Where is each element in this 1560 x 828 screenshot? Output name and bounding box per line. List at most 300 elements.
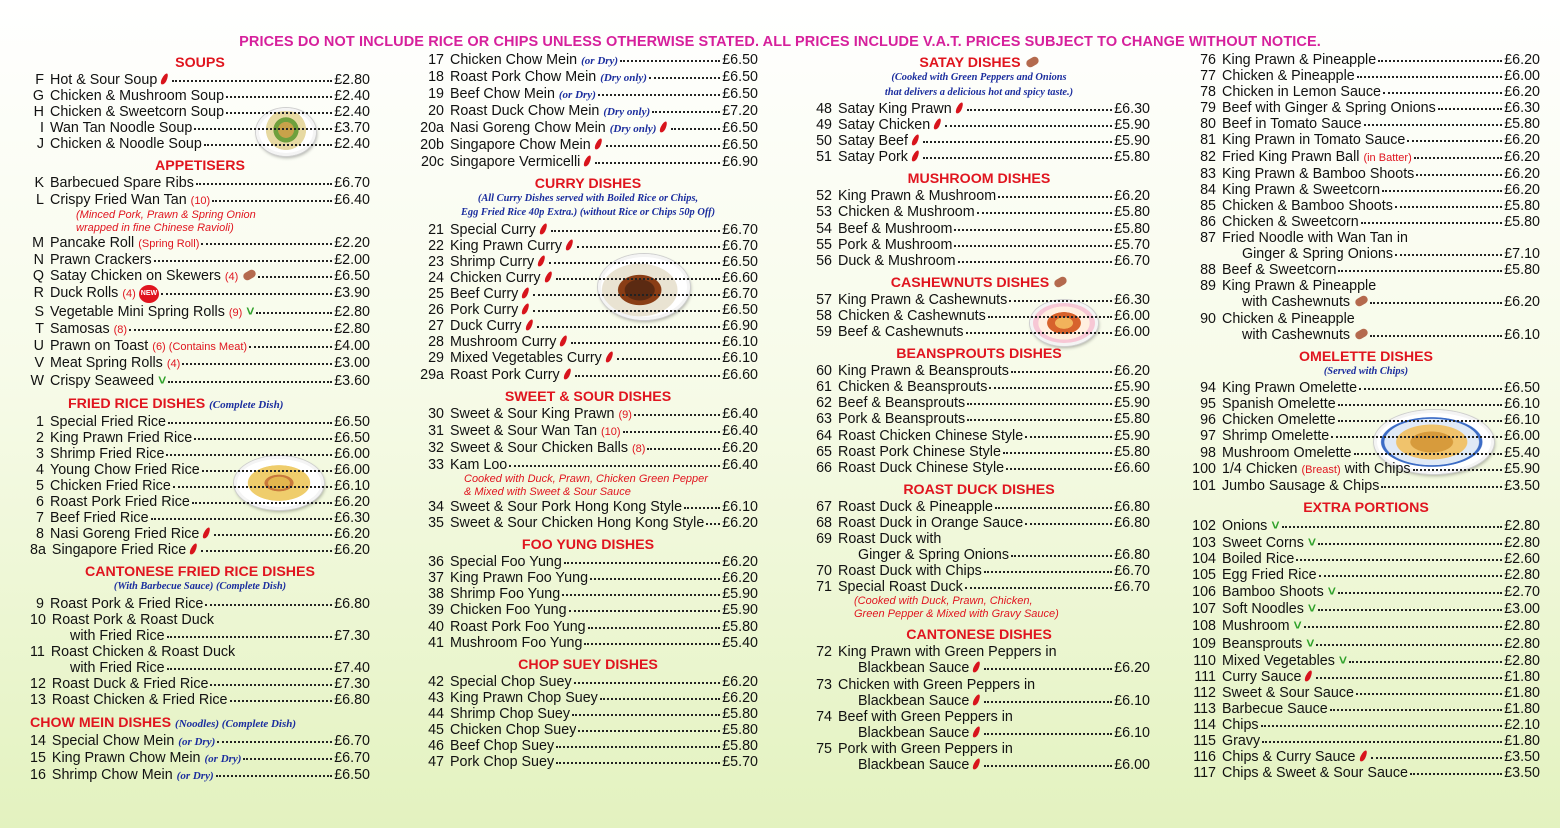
item-name: [450, 52, 618, 69]
item-name-text: Roast Duck & Fried Rice: [51, 676, 209, 693]
item-name-text: Shrimp Curry: [450, 253, 535, 270]
item-name: [450, 738, 554, 754]
menu-item: [1192, 617, 1540, 634]
item-number: 11: [30, 644, 45, 661]
item-name-text: King Prawn with Green Peppers in: [838, 644, 1057, 661]
item-number: 38: [428, 586, 444, 603]
chili-icon: [954, 102, 964, 115]
menu-item: [808, 741, 1150, 757]
item-name: [838, 149, 921, 165]
item-name-text: Chicken Fried Rice: [50, 477, 171, 494]
soups-section: [30, 54, 370, 152]
item-price: £6.80: [1114, 514, 1150, 531]
item-price: £6.50: [334, 766, 370, 783]
item-name-text: Duck Curry: [450, 318, 522, 335]
item-number: 26: [428, 302, 444, 319]
item-name: [838, 460, 1004, 476]
item-name: [50, 478, 171, 494]
item-name-text: Blackbean Sauce: [858, 692, 970, 709]
item-price: £6.10: [1504, 326, 1540, 343]
item-number: 6: [36, 493, 44, 510]
item-name-text: Meat Spring Rolls: [50, 355, 163, 372]
menu-item: [1192, 262, 1540, 278]
item-name-text: Chicken & Pineapple: [1222, 68, 1355, 85]
menu-item: [808, 188, 1150, 204]
menu-item-continued: [808, 757, 1150, 773]
section-note: that delivers a delicious hot and spicy taste.): [884, 86, 1074, 98]
menu-item: [418, 406, 758, 423]
item-name: [838, 292, 1007, 308]
item-name: [1222, 551, 1294, 567]
item-price: £5.90: [722, 602, 758, 619]
menu-item: [418, 318, 758, 334]
item-name-text: Chicken Curry: [450, 269, 541, 286]
dot-leader: [1414, 155, 1502, 159]
item-name-text: Roast Duck Chinese Style: [838, 459, 1005, 476]
menu-item: [1192, 166, 1540, 182]
item-price: £2.80: [1504, 652, 1540, 669]
item-price: £2.10: [1504, 716, 1540, 733]
item-number: 100: [1192, 460, 1216, 477]
item-number: 14: [30, 732, 46, 749]
item-name: [838, 253, 956, 269]
menu-item: [30, 285, 370, 303]
item-qualifier: (9): [228, 307, 243, 320]
dot-leader: [606, 143, 721, 147]
menu-item: [418, 334, 758, 350]
item-number: 89: [1200, 278, 1216, 295]
item-number: 75: [816, 740, 832, 757]
menu-item: [30, 494, 370, 510]
item-name-text: Chicken & Pineapple: [1222, 310, 1355, 327]
dot-leader: [1319, 573, 1503, 577]
item-price: £6.70: [334, 175, 370, 192]
dot-leader: [243, 756, 332, 760]
item-name-line2: [838, 693, 982, 709]
item-name-text: King Prawn & Cashewnuts: [838, 291, 1008, 308]
item-number: 76: [1200, 52, 1216, 68]
dot-leader: [595, 160, 720, 164]
menu-item: [418, 137, 758, 153]
dot-leader: [1025, 521, 1112, 525]
menu-item: [808, 253, 1150, 269]
menu-item: [30, 252, 370, 268]
item-price: £6.50: [722, 120, 758, 137]
dot-leader: [551, 228, 720, 232]
item-price: £6.10: [1114, 692, 1150, 709]
dot-leader: [984, 569, 1112, 573]
item-qualifier: (or Dry): [178, 735, 216, 748]
item-name: [838, 411, 965, 427]
cantonese-section: [808, 626, 1150, 773]
item-name-text: Chicken & Noodle Soup: [50, 136, 202, 153]
item-name: [1222, 685, 1354, 701]
item-name-text: Pancake Roll: [50, 234, 135, 251]
item-name-text: Roast Pork & Fried Rice: [50, 595, 204, 612]
item-price: £6.00: [1114, 307, 1150, 324]
item-name: [50, 494, 190, 510]
item-number: 111: [1194, 668, 1216, 685]
item-number: 102: [1192, 517, 1216, 534]
item-name: [450, 554, 562, 570]
dot-leader: [256, 310, 332, 314]
item-price: £6.20: [1504, 148, 1540, 165]
new-badge-icon: NEW: [139, 285, 159, 303]
menu-item: [418, 52, 758, 69]
vegetarian-leaf-icon: ˅: [1338, 651, 1348, 668]
dot-leader: [588, 625, 721, 629]
item-name: [838, 563, 982, 579]
item-name-text: Roast Chicken & Roast Duck: [50, 644, 236, 661]
item-price: £2.80: [334, 321, 370, 338]
item-price: £6.10: [722, 334, 758, 351]
item-name: [50, 72, 170, 88]
item-number: 29a: [420, 366, 444, 383]
item-name-text: Mushroom: [1222, 618, 1290, 635]
item-name: [1222, 396, 1336, 412]
item-name: [838, 379, 987, 395]
dot-leader: [988, 314, 1112, 318]
item-name: [450, 440, 645, 457]
section-title: [808, 274, 1150, 292]
cashew-nut-icon: [242, 268, 256, 281]
item-price: £6.80: [334, 595, 370, 612]
item-number: 64: [816, 427, 832, 444]
item-price: £6.20: [1504, 132, 1540, 149]
item-name-text: Blackbean Sauce: [858, 724, 970, 741]
chili-icon: [539, 222, 549, 235]
dot-leader: [967, 401, 1112, 405]
item-number: M: [32, 234, 44, 251]
item-price: £6.20: [1504, 165, 1540, 182]
dot-leader: [649, 75, 720, 79]
item-price: £6.70: [1114, 579, 1150, 596]
item-name: [1222, 534, 1316, 551]
menu-item: [418, 635, 758, 651]
item-name-line2: [1222, 327, 1368, 343]
item-price: £6.70: [1114, 563, 1150, 580]
item-price: £6.20: [722, 570, 758, 587]
dot-leader: [549, 260, 720, 264]
section-title: [808, 54, 1150, 72]
item-price: £5.80: [1504, 262, 1540, 279]
dot-leader: [1356, 691, 1502, 695]
chili-icon: [521, 287, 531, 300]
item-price: £2.70: [1504, 584, 1540, 601]
item-name-line2: [1222, 246, 1393, 262]
item-name-text: Pork & Mushroom: [838, 236, 953, 253]
dot-leader: [571, 340, 720, 344]
item-name: [50, 414, 166, 430]
item-name: [1222, 262, 1336, 278]
item-name-text: with Fried Rice: [70, 660, 165, 677]
item-name: [1222, 600, 1316, 617]
item-number: 20c: [420, 153, 444, 170]
item-name: [52, 676, 209, 692]
menu-item: [30, 612, 370, 628]
item-number: 16: [30, 766, 46, 783]
dot-leader: [967, 417, 1112, 421]
item-qualifier: (Dry only): [603, 106, 651, 119]
item-name-text: Special Chop Suey: [450, 673, 572, 690]
foo-yung-section: [418, 536, 758, 651]
item-number: 4: [36, 461, 44, 478]
item-name-text: Roast Duck in Orange Sauce: [838, 514, 1024, 531]
curry-section: [418, 175, 758, 383]
item-price: £6.00: [1504, 68, 1540, 85]
item-name-text: Roast Duck Chow Mein: [450, 103, 600, 120]
menu-item: [30, 175, 370, 191]
dot-leader: [1416, 172, 1502, 176]
dot-leader: [1316, 675, 1502, 679]
item-number: 29: [428, 350, 444, 367]
item-number: 1: [36, 413, 44, 430]
dot-leader: [1338, 418, 1503, 422]
menu-item: [1192, 116, 1540, 132]
item-price: £6.70: [334, 749, 370, 766]
menu-item: [30, 692, 370, 708]
item-description: (Minced Pork, Prawn & Spring Onion: [76, 208, 256, 221]
item-number: 82: [1200, 148, 1216, 165]
menu-item: [30, 104, 370, 120]
chili-icon: [559, 335, 569, 348]
chili-icon: [972, 758, 982, 771]
item-name-text: Beef & Sweetcorn: [1222, 262, 1337, 279]
item-name-text: Mushroom Foo Yung: [450, 634, 583, 651]
item-number: 54: [816, 220, 832, 237]
item-name-text: Pork Curry: [450, 302, 519, 319]
item-name-text: Roast Pork Curry: [450, 366, 560, 383]
item-number: 106: [1192, 584, 1216, 601]
item-qualifier: (Spring Roll): [138, 237, 200, 250]
item-name: [450, 406, 632, 423]
item-number: 80: [1200, 116, 1216, 133]
item-name: [1222, 166, 1414, 182]
item-price: £6.10: [1504, 412, 1540, 429]
item-name-line2: [838, 547, 1009, 563]
item-qualifier: (6) (Contains Meat): [152, 341, 248, 354]
menu-item: [1192, 214, 1540, 230]
dot-leader: [617, 356, 720, 360]
item-name: [450, 103, 650, 120]
item-name-text: Nasi Goreng Chow Mein: [450, 120, 606, 137]
item-name-text: King Prawn Curry: [450, 237, 563, 254]
chow-mein-section: [30, 714, 370, 784]
item-name: [450, 302, 531, 318]
menu-item: [30, 268, 370, 285]
menu-item: [30, 510, 370, 526]
item-name-text: Fried King Prawn Ball: [1222, 148, 1360, 165]
chow-mein-continued: [418, 52, 758, 170]
item-price: £6.10: [1114, 724, 1150, 741]
menu-item: [1192, 132, 1540, 148]
item-name: [50, 355, 180, 372]
item-price: £1.80: [1504, 668, 1540, 685]
item-name-text: Chicken & Mushroom: [838, 204, 975, 221]
item-name: [838, 237, 952, 253]
section-title: EXTRA PORTIONS: [1303, 499, 1429, 516]
item-number: 41: [428, 634, 444, 651]
menu-item: [1192, 717, 1540, 733]
item-price: £5.90: [1114, 117, 1150, 134]
menu-item: [1192, 701, 1540, 717]
item-price: £6.50: [722, 52, 758, 68]
item-number: 24: [428, 269, 444, 286]
item-number: 117: [1193, 765, 1216, 782]
dot-leader: [564, 560, 720, 564]
item-name-text: Blackbean Sauce: [858, 660, 970, 677]
dot-leader: [129, 327, 332, 331]
mushroom-section: [808, 170, 1150, 268]
item-name: [450, 619, 586, 635]
dot-leader: [623, 429, 721, 433]
item-price: £6.50: [722, 302, 758, 319]
item-number: 88: [1200, 262, 1216, 279]
item-price: £6.30: [1504, 100, 1540, 117]
menu-item: [418, 706, 758, 722]
item-number: 112: [1193, 684, 1216, 701]
menu-item: [1192, 311, 1540, 327]
chili-icon: [1358, 750, 1368, 763]
menu-item: [1192, 534, 1540, 551]
chili-icon: [583, 154, 593, 167]
menu-item: [418, 754, 758, 770]
item-name: [52, 733, 215, 750]
item-name-text: Special Fried Rice: [50, 413, 167, 430]
item-name-text: Blackbean Sauce: [858, 757, 970, 773]
appetisers-section: [30, 157, 370, 389]
dot-leader: [652, 109, 720, 113]
item-name-text: Duck Rolls: [50, 284, 119, 301]
item-number: 33: [428, 456, 444, 473]
item-number: 15: [30, 749, 46, 766]
item-name: [838, 117, 943, 133]
item-name-text: Chicken & Sweetcorn Soup: [50, 104, 225, 121]
item-price: £6.00: [334, 461, 370, 478]
dot-leader: [214, 532, 332, 536]
section-title: [30, 714, 370, 733]
dot-leader: [598, 92, 720, 96]
item-number: 51: [816, 149, 832, 166]
item-name-text: Sweet & Sour Sauce: [1222, 684, 1354, 701]
item-name: [1222, 717, 1259, 733]
item-qualifier: (8): [113, 324, 128, 337]
item-number: 77: [1200, 68, 1216, 85]
item-name: [52, 750, 242, 767]
omelette-section: [1192, 348, 1540, 494]
dot-leader: [923, 139, 1112, 143]
item-name: [1222, 749, 1369, 765]
dot-leader: [584, 641, 720, 645]
dot-leader: [977, 210, 1113, 214]
item-price: £6.60: [1114, 459, 1150, 476]
item-qualifier: (Dry only): [609, 123, 657, 136]
item-name-text: Sweet & Sour Wan Tan: [450, 422, 598, 439]
item-number: 34: [428, 498, 444, 515]
menu-item: [30, 430, 370, 446]
menu-item: [30, 446, 370, 462]
chili-icon: [543, 270, 553, 283]
item-number: 48: [816, 101, 832, 117]
item-price: £6.00: [1114, 324, 1150, 341]
menu-item: [418, 103, 758, 120]
item-name: [1222, 68, 1355, 84]
section-note: Egg Fried Rice 40p Extra.) (without Rice or Chips 50p Off): [460, 207, 716, 219]
item-name-text: Vegetable Mini Spring Rolls: [50, 304, 225, 321]
item-name: [1222, 278, 1376, 294]
item-number: 46: [428, 738, 444, 755]
chili-icon: [972, 661, 982, 674]
chili-icon: [911, 150, 921, 163]
item-price: £6.90: [722, 318, 758, 335]
item-number: 105: [1192, 567, 1216, 584]
item-name-text: Wan Tan Noodle Soup: [50, 120, 193, 137]
menu-item: [418, 515, 758, 531]
menu-item: [418, 619, 758, 635]
menu-item: [418, 154, 758, 170]
item-price: £6.00: [334, 445, 370, 462]
menu-item-continued: [30, 660, 370, 676]
item-name-line2: [838, 660, 982, 676]
item-number: 115: [1193, 733, 1216, 750]
item-name-line2: [1222, 294, 1368, 310]
item-name: [50, 446, 164, 462]
menu-item: [418, 554, 758, 570]
menu-column-2: [418, 52, 758, 770]
item-number: W: [30, 373, 44, 390]
item-number: 17: [428, 52, 444, 68]
item-name-text: King Prawn Chow Mein: [51, 749, 201, 766]
dot-leader: [574, 680, 721, 684]
section-title: SWEET & SOUR DISHES: [504, 388, 672, 405]
dot-leader: [1262, 739, 1502, 743]
item-number: 103: [1192, 534, 1216, 551]
menu-item: [808, 644, 1150, 660]
item-qualifier: (4): [166, 358, 181, 371]
menu-item: [1192, 428, 1540, 444]
item-name-text: Spanish Omelette: [1222, 396, 1336, 413]
item-price: £5.90: [1114, 395, 1150, 412]
item-price: £6.30: [1114, 101, 1150, 117]
dot-leader: [967, 107, 1113, 111]
item-name: [50, 526, 212, 542]
item-name-text: King Prawn in Tomato Sauce: [1222, 132, 1406, 149]
item-price: £5.80: [1114, 443, 1150, 460]
dot-leader: [1378, 58, 1502, 62]
item-name-text: King Prawn Omelette: [1222, 380, 1358, 397]
section-title-text: CHOW MEIN DISHES: [30, 714, 172, 731]
item-name: [1222, 669, 1314, 685]
item-name: [838, 221, 952, 237]
chili-icon: [659, 121, 669, 134]
item-qualifier: (8): [631, 442, 646, 455]
menu-item: [1192, 412, 1540, 428]
dot-leader: [572, 712, 720, 716]
item-number: 86: [1200, 213, 1216, 230]
menu-item-continued: [1192, 246, 1540, 262]
item-number: 68: [816, 514, 832, 531]
menu-item: [418, 602, 758, 618]
item-name: [838, 428, 1023, 444]
item-number: U: [33, 338, 44, 355]
item-price: £5.80: [1504, 197, 1540, 214]
dot-leader: [958, 259, 1113, 263]
chili-icon: [524, 319, 534, 332]
menu-item: [1192, 517, 1540, 534]
item-number: 55: [816, 236, 832, 253]
item-name: [50, 338, 247, 355]
item-name: [50, 321, 127, 338]
